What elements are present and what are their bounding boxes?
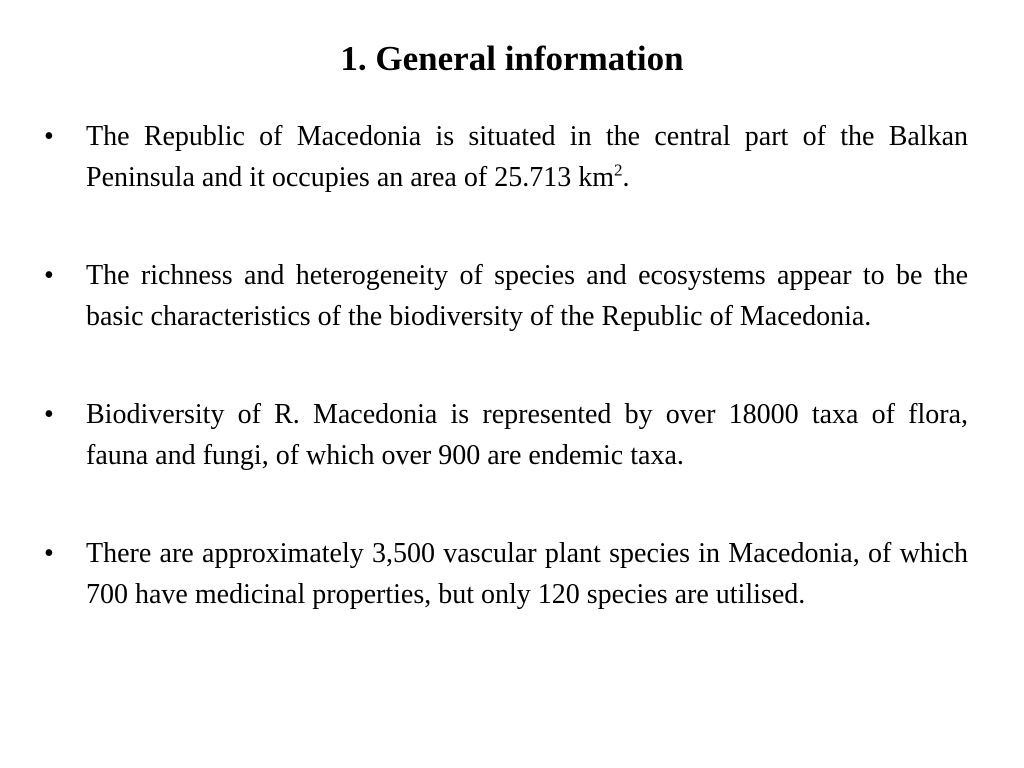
bullet-text: The richness and heterogeneity of species and ecosystems appear to be the basic characteristics of the biodiversity of the Republic of Macedonia. xyxy=(86,260,968,332)
bullet-text: There are approximately 3,500 vascular plant species in Macedonia, of which 700 have medicinal properties, but only 120 species are utilised. xyxy=(86,538,968,610)
bullet-text-suffix: . xyxy=(622,162,630,193)
bullet-text xyxy=(86,121,968,193)
bullet-text: Biodiversity of R. Macedonia is represented by over 18000 taxa of flora, fauna and fungi, of which over 900 are endemic taxa. xyxy=(86,399,968,471)
bullet-icon: • xyxy=(44,121,54,152)
bullet-item-taxa xyxy=(44,394,968,476)
bullet-item-richness xyxy=(44,255,968,337)
bullet-item-area xyxy=(44,116,968,198)
bullet-icon: • xyxy=(44,399,54,430)
bullet-list xyxy=(44,116,968,615)
bullet-icon: • xyxy=(44,260,54,291)
bullet-text-main: The Republic of Macedonia is situated in the central part of the Balkan Peninsula and it occupies an area of 25.713 km xyxy=(86,121,968,193)
bullet-icon: • xyxy=(44,538,54,569)
slide-title: 1. General information xyxy=(340,39,684,78)
area-unit-superscript: 2 xyxy=(613,160,623,180)
bullet-item-plants xyxy=(44,533,968,615)
